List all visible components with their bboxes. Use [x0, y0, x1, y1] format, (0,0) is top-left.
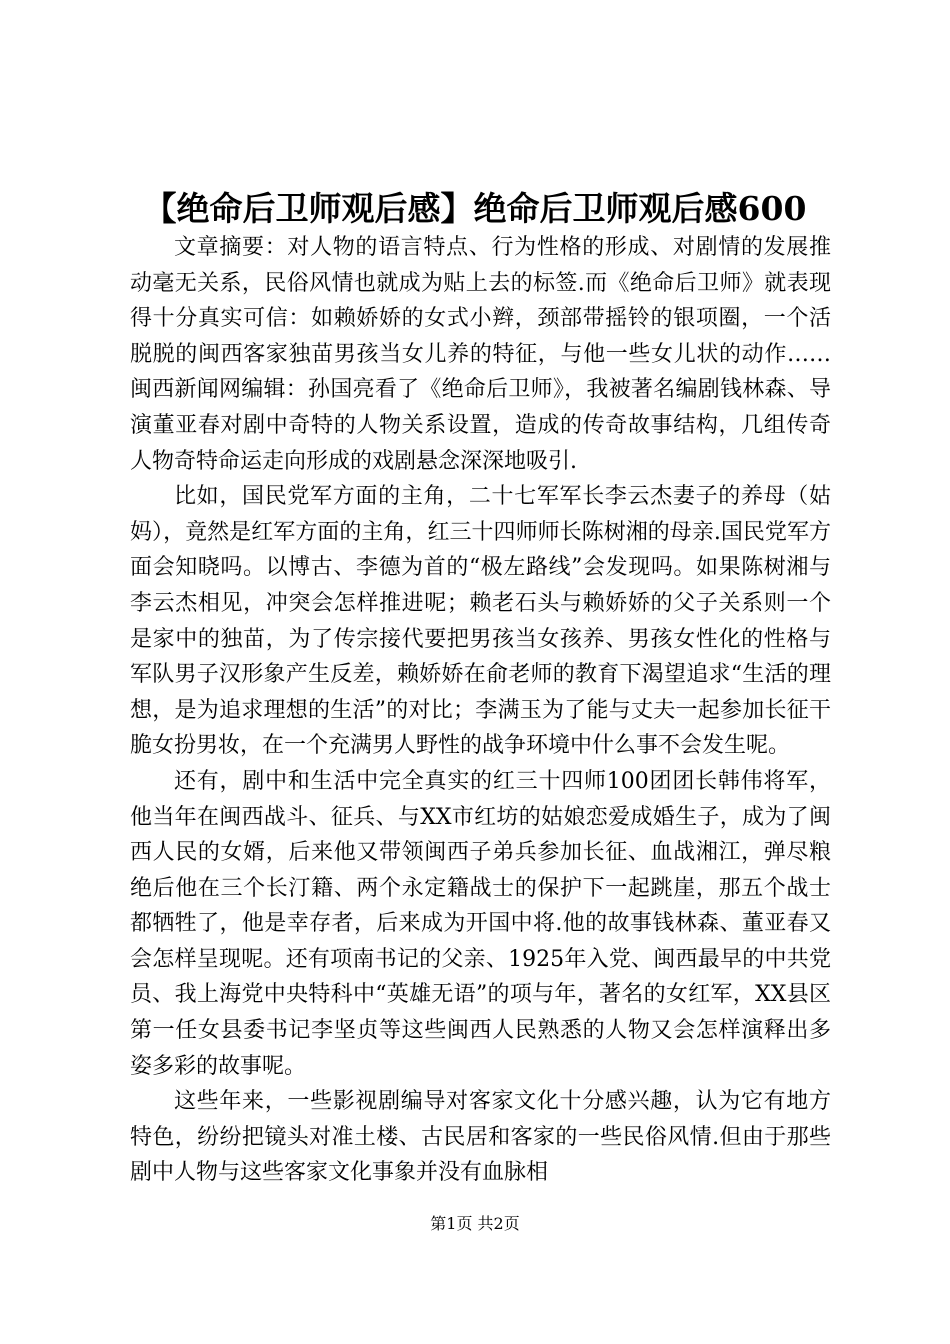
document-title: 【绝命后卫师观后感】绝命后卫师观后感600	[143, 189, 807, 228]
document-body	[130, 230, 831, 1191]
paragraph: 这些年来，一些影视剧编导对客家文化十分感兴趣，认为它有地方特色，纷纷把镜头对准土楼、古民居和客家的一些民俗风情.但由于那些剧中人物与这些客家文化事象并没有血脉相	[130, 1089, 831, 1186]
paragraph: 文章摘要：对人物的语言特点、行为性格的形成、对剧情的发展推动毫无关系，民俗风情也就成为贴上去的标签.而《绝命后卫师》就表现得十分真实可信：如赖娇娇的女式小辫，颈部带摇铃的银项圈，一个活脱脱的闽西客家独苗男孩当女儿养的特征，与他一些女儿状的动作……闽西新闻网编辑：孙国亮看了《绝命后卫师》，我被著名编剧钱林森、导演董亚春对剧中奇特的人物关系设置，造成的传奇故事结构，几组传奇人物奇特命运走向形成的戏剧悬念深深地吸引.	[130, 235, 831, 474]
paragraph: 还有，剧中和生活中完全真实的红三十四师100团团长韩伟将军，他当年在闽西战斗、征兵、与XX市红坊的姑娘恋爱成婚生子，成为了闽西人民的女婿，后来他又带领闽西子弟兵参加长征、血战湘江，弹尽粮绝后他在三个长汀籍、两个永定籍战士的保护下一起跳崖，那五个战士都牺牲了，他是幸存者，后来成为开国中将.他的故事钱林森、董亚春又会怎样呈现呢。还有项南书记的父亲、1925年入党、闽西最早的中共党员、我上海党中央特科中“英雄无语”的项与年，著名的女红军，XX县区第一任女县委书记李坚贞等这些闽西人民熟悉的人物又会怎样演释出多姿多彩的故事呢。	[130, 768, 831, 1079]
paragraph: 比如，国民党军方面的主角，二十七军军长李云杰妻子的养母（姑妈），竟然是红军方面的主角，红三十四师师长陈树湘的母亲.国民党军方面会知晓吗。以博古、李德为首的“极左路线”会发现吗。如果陈树湘与李云杰相见，冲突会怎样推进呢；赖老石头与赖娇娇的父子关系则一个是家中的独苗，为了传宗接代要把男孩当女孩养、男孩女性化的性格与军队男子汉形象产生反差，赖娇娇在俞老师的教育下渴望追求“生活的理想，是为追求理想的生活”的对比；李满玉为了能与丈夫一起参加长征干脆女扮男妆，在一个充满男人野性的战争环境中什么事不会发生呢。	[130, 484, 831, 759]
page-footer: 第1页 共2页	[430, 1214, 520, 1233]
